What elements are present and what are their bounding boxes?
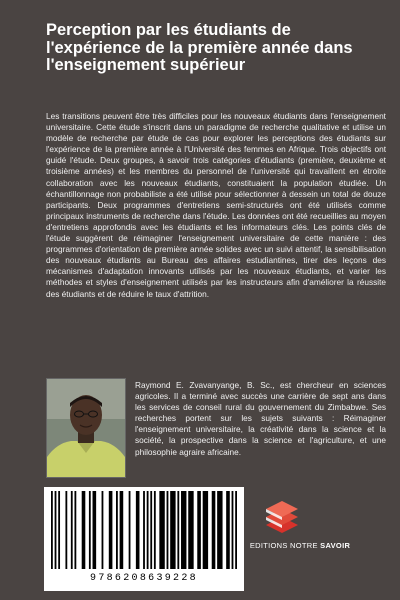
barcode-bar	[120, 491, 124, 569]
barcode-bar	[116, 491, 118, 569]
barcode-bar	[147, 491, 149, 569]
barcode-bar	[177, 491, 179, 569]
barcode-bar	[159, 491, 164, 569]
publisher-name	[240, 541, 360, 550]
book-summary: Les transitions peuvent être très difficiles pour les nouveaux étudiants dans l'enseignement universitaire. Cette étude s'inscrit dans un paradigme de recherche qualitative et utilise un modèle de recherche par étude de cas pour explorer les perceptions des étudiants sur l'expérience de la première année à l'Université des femmes en Afrique. Trois objectifs ont guidé l'étude. Deux groupes, à savoir trois catégories d'étudiants (première, deuxième et troisième années) et les membres du personnel de l'université qui travaillent en étroite collaboration avec les nouveaux étudiants, constituaient la population étudiée. Un échantillonnage non probabiliste a été utilisé pour sélectionner à dessein un total de douze participants. Deux programmes d'entretiens semi-structurés ont été utilisés comme principaux instruments de recherche dans l'étude. Les données ont été recueillies au moyen d'entretiens approfondis avec les étudiants et les informateurs clés. Les points clés de l'étude suggèrent de réimaginer l'enseignement universitaire de cette manière : des programmes d'orientation de première année solides avec un suivi attentif, la sensibilisation des nouveaux étudiants au Bureau des affaires estudiantines, tirer des leçons des mécanismes d'adaptation innovants utilisés par les nouveaux étudiants, et varier les méthodes et styles d'enseignement utilisés par les instructeurs afin d'améliorer la réussite des étudiants et de réduire le taux d'attrition.	[46, 111, 386, 299]
barcode-bar	[136, 491, 140, 569]
barcode-bar	[226, 491, 230, 569]
barcode-bar	[89, 491, 91, 569]
barcode-bar	[188, 491, 193, 569]
barcode-bar	[109, 491, 113, 569]
isbn-barcode	[44, 487, 244, 591]
barcode-bar	[82, 491, 86, 569]
author-biography: Raymond E. Zvavanyange, B. Sc., est chercheur en sciences agricoles. Il a terminé avec succès une carrière de sept ans dans les services de conseil rural du gouvernement du Zimbabwe. Ses recherches portent sur les sujets suivants : Réimaginer l'enseignement universitaire, la créativité dans la science et la société, la prospective dans la science et l'agriculture, et une philosophie agraire africaine.	[135, 380, 386, 457]
barcode-bar	[58, 491, 60, 569]
barcode-bar	[143, 491, 145, 569]
barcode-bar	[232, 491, 234, 569]
barcode-bar	[102, 491, 104, 569]
barcode-bar	[235, 491, 237, 569]
publisher-brand: SAVOIR	[320, 541, 351, 550]
barcode-bar	[65, 491, 67, 569]
isbn-number: 9786208639228	[90, 573, 198, 584]
barcode-bar	[212, 491, 216, 569]
barcode-bar	[74, 491, 76, 569]
barcode-bar	[150, 491, 152, 569]
barcode-bar	[71, 491, 73, 569]
author-photo	[46, 378, 126, 478]
stacked-books-icon	[262, 495, 302, 535]
barcode-bar	[181, 491, 186, 569]
barcode-bar	[93, 491, 97, 569]
barcode-bar	[167, 491, 169, 569]
barcode-bars	[48, 491, 240, 571]
barcode-bar	[217, 491, 222, 569]
barcode-bar	[154, 491, 156, 569]
book-title: Perception par les étudiants de l'expérience de la première année dans l'enseignement supérieur	[46, 21, 353, 74]
barcode-bar	[51, 491, 53, 569]
barcode-bar	[197, 491, 201, 569]
barcode-bar	[203, 491, 208, 569]
barcode-bar	[129, 491, 131, 569]
publisher-prefix: EDITIONS NOTRE	[249, 541, 321, 550]
barcode-bar	[55, 491, 57, 569]
barcode-bar	[170, 491, 175, 569]
